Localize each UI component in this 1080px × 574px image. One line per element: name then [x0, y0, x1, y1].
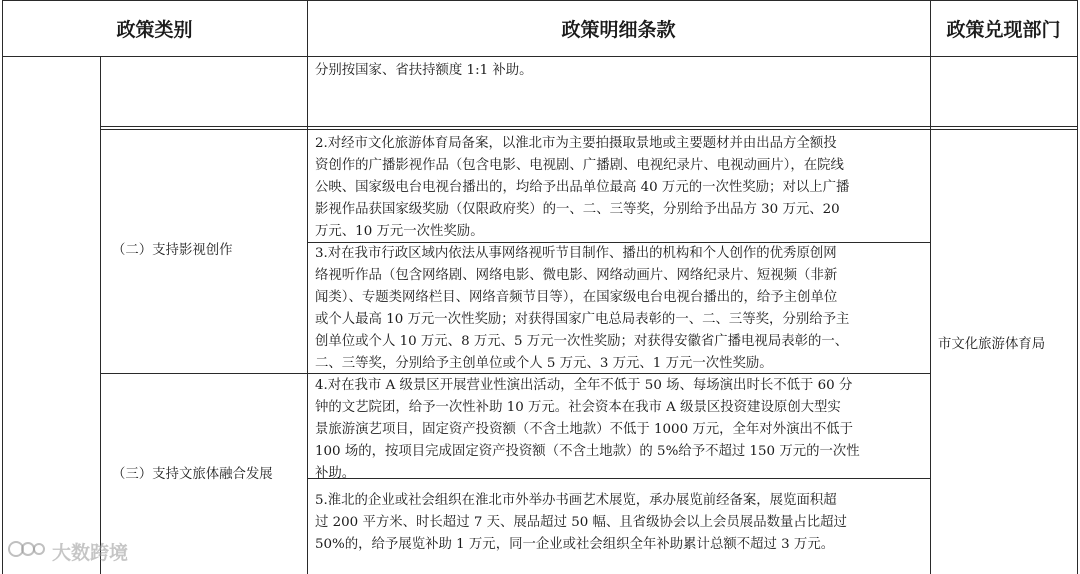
- watermark: [8, 537, 128, 566]
- item2-text: [315, 133, 849, 243]
- row-separator-1: [100, 126, 1077, 127]
- item4-line: 钟的文艺院团，给予一次性补助 10 万元。社会资本在我市 A 级景区投资建设原创大型实: [315, 400, 841, 415]
- header-category: 政策类别: [116, 18, 193, 41]
- item2-line: 影视作品获国家级奖励（仅限政府奖）的一、二、三等奖，分别给予出品方 30 万元、20: [315, 202, 840, 217]
- item5-text: [315, 490, 847, 556]
- watermark-text: 大数跨境: [52, 542, 129, 564]
- item2-line: 公映、国家级电台电视台播出的，均给予出品单位最高 40 万元的一次性奖励；对以上广播: [315, 180, 850, 195]
- item5-line: 过 200 平方米、时长超过 7 天、展品超过 50 幅、且省级协会以上会员展品数量占比超过: [315, 515, 847, 530]
- item3-text: [315, 243, 849, 375]
- row-separator-1b: [100, 129, 1077, 130]
- header-details: 政策明细条款: [561, 18, 676, 41]
- item3-line: 3.对在我市行政区域内依法从事网络视听节目制作、播出的机构和个人创作的优秀原创网: [315, 246, 837, 261]
- item2-line: 资创作的广播影视作品（包含电影、电视剧、广播剧、电视纪录片、电视动画片），在院线: [315, 158, 844, 173]
- table-right-border: [1077, 0, 1078, 574]
- col2-border: [307, 0, 308, 574]
- group2-label: （二）支持影视创作: [112, 242, 233, 258]
- item5-line: 50%的，给予展览补助 1 万元，同一企业或社会组织全年补助累计总额不超过 3 万元。: [315, 537, 835, 552]
- item3-line: 或个人最高 10 万元一次性奖励；对获得国家广电总局表彰的一、二、三等奖，分别给予主: [315, 312, 850, 327]
- item5-line: 5.淮北的企业或社会组织在淮北市外举办书画艺术展览，承办展览前经备案，展览面积超: [315, 493, 837, 508]
- item4-line: 补助。: [315, 466, 356, 481]
- department-value: 市文化旅游体育局: [938, 336, 1046, 352]
- header-department: 政策兑现部门: [946, 18, 1061, 41]
- item4-line: 景旅游演艺项目，固定资产投资额（不含土地款）不低于 1000 万元，全年对外演出不低于: [315, 422, 854, 437]
- header-bottom-border: [2, 56, 1078, 57]
- item4-text: [315, 375, 860, 485]
- item3-line: 络视听作品（包含网络剧、网络电影、微电影、网络动画片、网络纪录片、短视频（非新: [315, 268, 838, 283]
- item3-line: 创单位或个人 10 万元、8 万元、5 万元一次性奖励；对获得安徽省广播电视局表彰的一、: [315, 334, 849, 349]
- item3-line: 二、三等奖，分别给予主创单位或个人 5 万元、3 万元、1 万元一次性奖励。: [315, 356, 773, 371]
- item2-line: 万元、10 万元一次性奖励。: [315, 224, 484, 239]
- group3-label: （三）支持文旅体融合发展: [112, 466, 273, 482]
- item4-line: 4.对在我市 A 级景区开展营业性演出活动，全年不低于 50 场、每场演出时长不低于 60 分: [315, 378, 853, 393]
- row0-text: 分别按国家、省扶持额度 1:1 补助。: [315, 63, 533, 78]
- col3-border: [930, 0, 931, 574]
- logo-icon: [8, 537, 52, 566]
- table-left-border: [2, 0, 3, 574]
- item2-line: 2.对经市文化旅游体育局备案，以淮北市为主要拍摄取景地或主要题材并由出品方全额投: [315, 136, 837, 151]
- item3-line: 闻类）、专题类网络栏目、网络音频节目等），在国家级电台电视台播出的，给予主创单位: [315, 290, 838, 305]
- col1-border: [100, 56, 101, 574]
- item4-line: 100 场的，按项目完成固定资产投资额（不含土地款）的 5%给予不超过 150 万元的一次性: [315, 444, 860, 459]
